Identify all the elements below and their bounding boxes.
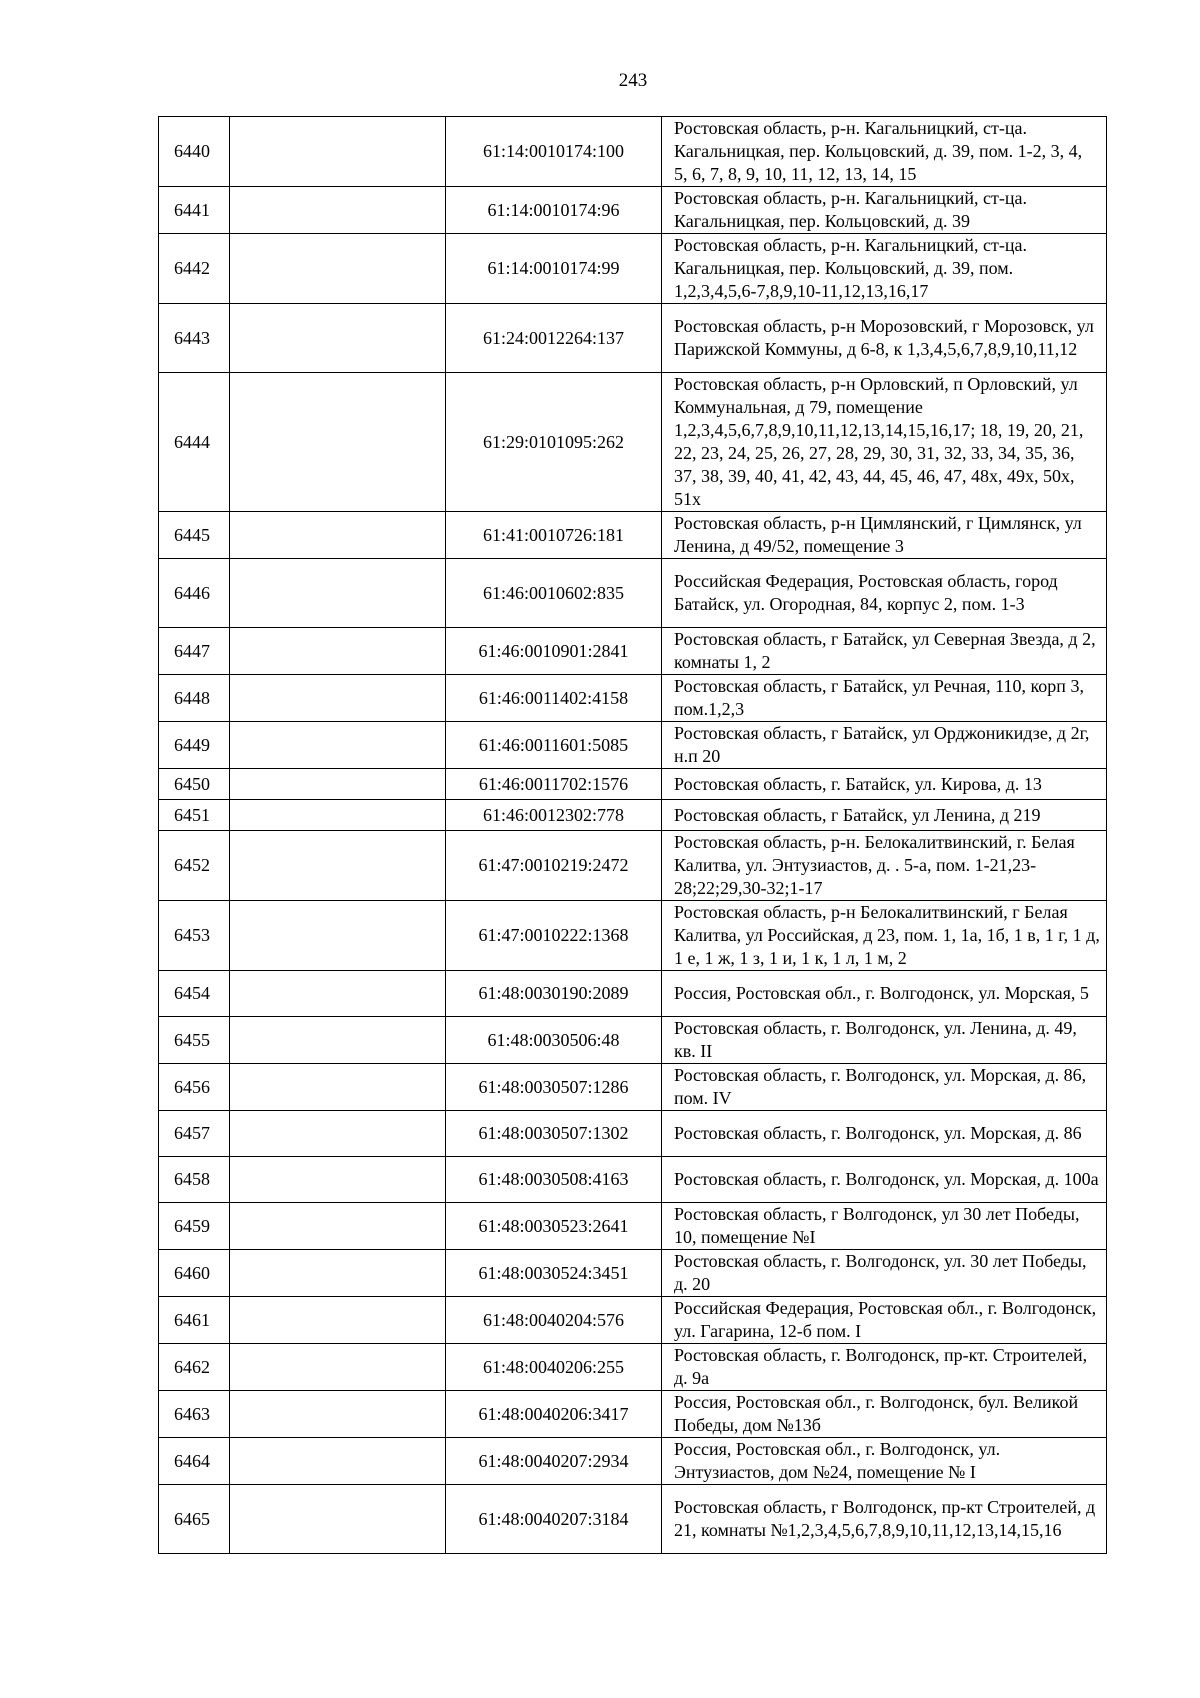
table-row — [159, 234, 1107, 304]
empty-cell — [230, 831, 446, 901]
table-row — [159, 117, 1107, 187]
table-row — [159, 722, 1107, 769]
row-number: 6463 — [159, 1391, 230, 1438]
address: Ростовская область, р-н Орловский, п Орловский, ул Коммунальная, д 79, помещение 1,2,3,4,5,6,7,8,9,10,11,12,13,14,15,16,17; 18, 19, 20, 21, 22, 23, 24, 25, 26, 27, 28, 29, 30, 31, 32, 33, 34, 35, 36, 37, 38, 39, 40, 41, 42, 43, 44, 45, 46, 47, 48х, 49х, 50х, 51х — [662, 373, 1107, 512]
empty-cell — [230, 675, 446, 722]
table-row — [159, 1485, 1107, 1554]
address: Ростовская область, р-н Морозовский, г Морозовск, ул Парижской Коммуны, д 6-8, к 1,3,4,5,6,7,8,9,10,11,12 — [662, 304, 1107, 373]
empty-cell — [230, 901, 446, 971]
cadastral-number: 61:48:0040206:255 — [446, 1344, 662, 1391]
row-number: 6442 — [159, 234, 230, 304]
empty-cell — [230, 800, 446, 831]
cadastral-number: 61:48:0030506:48 — [446, 1017, 662, 1064]
row-number: 6461 — [159, 1297, 230, 1344]
empty-cell — [230, 769, 446, 800]
address: Ростовская область, р-н. Кагальницкий, ст-ца. Кагальницкая, пер. Кольцовский, д. 39, пом. 1-2, 3, 4, 5, 6, 7, 8, 9, 10, 11, 12, 13, 14, 15 — [662, 117, 1107, 187]
row-number: 6451 — [159, 800, 230, 831]
table-row — [159, 769, 1107, 800]
empty-cell — [230, 1111, 446, 1157]
address: Ростовская область, г Батайск, ул Северная Звезда, д 2, комнаты 1, 2 — [662, 628, 1107, 675]
row-number: 6460 — [159, 1250, 230, 1297]
table-row — [159, 373, 1107, 512]
row-number: 6462 — [159, 1344, 230, 1391]
address: Ростовская область, р-н Цимлянский, г Цимлянск, ул Ленина, д 49/52, помещение 3 — [662, 512, 1107, 559]
row-number: 6443 — [159, 304, 230, 373]
row-number: 6454 — [159, 971, 230, 1017]
address: Российская Федерация, Ростовская обл., г. Волгодонск, ул. Гагарина, 12-б пом. I — [662, 1297, 1107, 1344]
empty-cell — [230, 1064, 446, 1111]
row-number: 6457 — [159, 1111, 230, 1157]
address: Ростовская область, р-н. Кагальницкий, ст-ца. Кагальницкая, пер. Кольцовский, д. 39 — [662, 187, 1107, 234]
table-row — [159, 1438, 1107, 1485]
address: Ростовская область, г. Волгодонск, ул. Морская, д. 100а — [662, 1157, 1107, 1203]
empty-cell — [230, 187, 446, 234]
cadastral-number: 61:41:0010726:181 — [446, 512, 662, 559]
empty-cell — [230, 722, 446, 769]
row-number: 6444 — [159, 373, 230, 512]
address: Российская Федерация, Ростовская область, город Батайск, ул. Огородная, 84, корпус 2, пом. 1-3 — [662, 559, 1107, 628]
empty-cell — [230, 304, 446, 373]
table-row — [159, 1064, 1107, 1111]
empty-cell — [230, 234, 446, 304]
row-number: 6447 — [159, 628, 230, 675]
cadastral-number: 61:47:0010219:2472 — [446, 831, 662, 901]
table-row — [159, 187, 1107, 234]
cadastral-number: 61:48:0030507:1286 — [446, 1064, 662, 1111]
row-number: 6464 — [159, 1438, 230, 1485]
row-number: 6453 — [159, 901, 230, 971]
empty-cell — [230, 373, 446, 512]
row-number: 6459 — [159, 1203, 230, 1250]
table-row — [159, 559, 1107, 628]
table-row — [159, 971, 1107, 1017]
row-number: 6450 — [159, 769, 230, 800]
table-row — [159, 831, 1107, 901]
address: Ростовская область, г Волгодонск, пр-кт Строителей, д 21, комнаты №1,2,3,4,5,6,7,8,9,10,11,12,13,14,15,16 — [662, 1485, 1107, 1554]
address: Ростовская область, г Батайск, ул Речная, 110, корп 3, пом.1,2,3 — [662, 675, 1107, 722]
cadastral-number: 61:14:0010174:96 — [446, 187, 662, 234]
empty-cell — [230, 1203, 446, 1250]
cadastral-number: 61:48:0040206:3417 — [446, 1391, 662, 1438]
cadastral-number: 61:29:0101095:262 — [446, 373, 662, 512]
table-row — [159, 901, 1107, 971]
table-row — [159, 1391, 1107, 1438]
cadastral-number: 61:46:0010901:2841 — [446, 628, 662, 675]
table-row — [159, 628, 1107, 675]
cadastral-number: 61:46:0012302:778 — [446, 800, 662, 831]
cadastral-number: 61:14:0010174:99 — [446, 234, 662, 304]
row-number: 6440 — [159, 117, 230, 187]
row-number: 6455 — [159, 1017, 230, 1064]
table-row — [159, 1203, 1107, 1250]
cadastral-number: 61:48:0030523:2641 — [446, 1203, 662, 1250]
row-number: 6448 — [159, 675, 230, 722]
table-row — [159, 1157, 1107, 1203]
empty-cell — [230, 1391, 446, 1438]
row-number: 6449 — [159, 722, 230, 769]
table-row — [159, 800, 1107, 831]
empty-cell — [230, 1017, 446, 1064]
table-row — [159, 304, 1107, 373]
cadastral-number: 61:24:0012264:137 — [446, 304, 662, 373]
address: Ростовская область, г. Волгодонск, ул. 30 лет Победы, д. 20 — [662, 1250, 1107, 1297]
cadastral-number: 61:48:0030524:3451 — [446, 1250, 662, 1297]
address: Ростовская область, г Волгодонск, ул 30 лет Победы, 10, помещение №I — [662, 1203, 1107, 1250]
empty-cell — [230, 117, 446, 187]
cadastral-number: 61:48:0040204:576 — [446, 1297, 662, 1344]
empty-cell — [230, 1297, 446, 1344]
address: Ростовская область, г. Волгодонск, ул. Ленина, д. 49, кв. II — [662, 1017, 1107, 1064]
address: Ростовская область, г. Волгодонск, ул. Морская, д. 86 — [662, 1111, 1107, 1157]
empty-cell — [230, 512, 446, 559]
cadastral-number: 61:48:0030508:4163 — [446, 1157, 662, 1203]
table-row — [159, 1017, 1107, 1064]
empty-cell — [230, 1250, 446, 1297]
cadastral-number: 61:48:0030190:2089 — [446, 971, 662, 1017]
empty-cell — [230, 628, 446, 675]
cadastral-number: 61:46:0011601:5085 — [446, 722, 662, 769]
table-row — [159, 1111, 1107, 1157]
cadastral-number: 61:48:0040207:2934 — [446, 1438, 662, 1485]
address: Ростовская область, р-н Белокалитвинский, г Белая Калитва, ул Российская, д 23, пом. 1, 1а, 1б, 1 в, 1 г, 1 д, 1 е, 1 ж, 1 з, 1 и, 1 к, 1 л, 1 м, 2 — [662, 901, 1107, 971]
row-number: 6445 — [159, 512, 230, 559]
address: Россия, Ростовская обл., г. Волгодонск, ул. Энтузиастов, дом №24, помещение № I — [662, 1438, 1107, 1485]
table-row — [159, 1297, 1107, 1344]
address: Ростовская область, г Батайск, ул Орджоникидзе, д 2г, н.п 20 — [662, 722, 1107, 769]
table-row — [159, 1250, 1107, 1297]
row-number: 6456 — [159, 1064, 230, 1111]
cadastral-number: 61:46:0010602:835 — [446, 559, 662, 628]
empty-cell — [230, 559, 446, 628]
registry-table — [158, 116, 1107, 1554]
address: Ростовская область, г Батайск, ул Ленина, д 219 — [662, 800, 1107, 831]
cadastral-number: 61:46:0011702:1576 — [446, 769, 662, 800]
row-number: 6446 — [159, 559, 230, 628]
empty-cell — [230, 1157, 446, 1203]
row-number: 6458 — [159, 1157, 230, 1203]
empty-cell — [230, 971, 446, 1017]
address: Россия, Ростовская обл., г. Волгодонск, бул. Великой Победы, дом №13б — [662, 1391, 1107, 1438]
address: Ростовская область, г. Батайск, ул. Кирова, д. 13 — [662, 769, 1107, 800]
address: Ростовская область, р-н. Кагальницкий, ст-ца. Кагальницкая, пер. Кольцовский, д. 39, пом. 1,2,3,4,5,6-7,8,9,10-11,12,13,16,17 — [662, 234, 1107, 304]
table-row — [159, 512, 1107, 559]
row-number: 6465 — [159, 1485, 230, 1554]
cadastral-number: 61:46:0011402:4158 — [446, 675, 662, 722]
table-row — [159, 1344, 1107, 1391]
cadastral-number: 61:48:0030507:1302 — [446, 1111, 662, 1157]
row-number: 6452 — [159, 831, 230, 901]
address: Ростовская область, г. Волгодонск, пр-кт. Строителей, д. 9а — [662, 1344, 1107, 1391]
row-number: 6441 — [159, 187, 230, 234]
page-number: 243 — [618, 70, 648, 91]
cadastral-number: 61:47:0010222:1368 — [446, 901, 662, 971]
cadastral-number: 61:14:0010174:100 — [446, 117, 662, 187]
empty-cell — [230, 1344, 446, 1391]
address: Ростовская область, г. Волгодонск, ул. Морская, д. 86, пом. IV — [662, 1064, 1107, 1111]
address: Ростовская область, р-н. Белокалитвинский, г. Белая Калитва, ул. Энтузиастов, д. . 5-а, пом. 1-21,23-28;22;29,30-32;1-17 — [662, 831, 1107, 901]
empty-cell — [230, 1485, 446, 1554]
table-row — [159, 675, 1107, 722]
empty-cell — [230, 1438, 446, 1485]
cadastral-number: 61:48:0040207:3184 — [446, 1485, 662, 1554]
address: Россия, Ростовская обл., г. Волгодонск, ул. Морская, 5 — [662, 971, 1107, 1017]
